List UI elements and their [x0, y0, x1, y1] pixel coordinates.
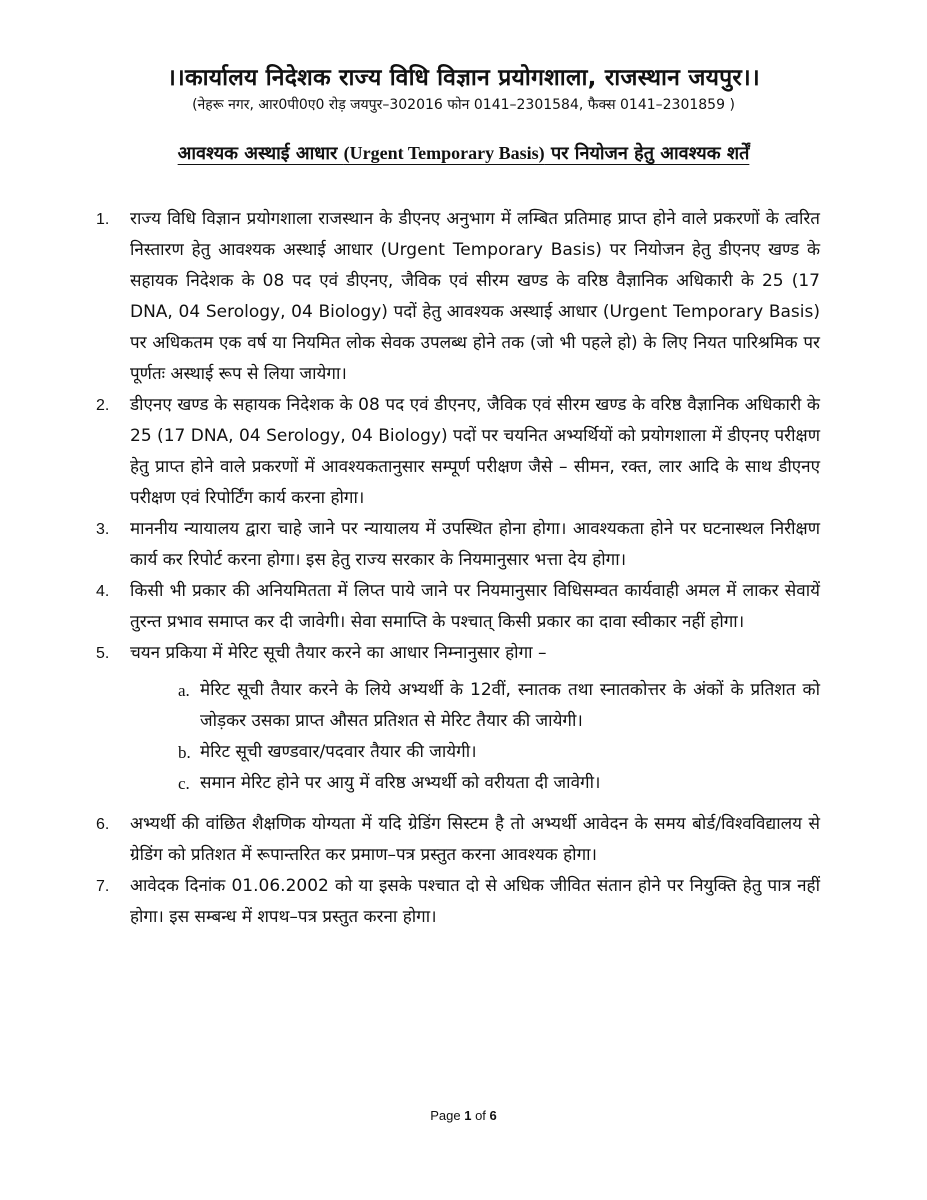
heading-prefix: आवश्यक अस्थाई आधार [177, 143, 344, 164]
office-address: (नेहरू नगर, आर0पी0ए0 रोड़ जयपुर–302016 फोन 0141–2301584, फैक्स 0141–2301859 ) [192, 97, 735, 113]
sub-item-text: समान मेरिट होने पर आयु में वरिष्ठ अभ्यर्थी को वरीयता दी जावेगी। [200, 773, 601, 793]
condition-item [96, 204, 820, 390]
total-pages-number: 6 [489, 1108, 497, 1123]
sub-item-text: मेरिट सूची खण्डवार/पदवार तैयार की जायेगी। [200, 742, 477, 762]
merit-sub-item [178, 768, 820, 799]
condition-text: माननीय न्यायालय द्वारा चाहे जाने पर न्यायालय में उपस्थित होना होगा। आवश्यकता होने पर घटनास्थल निरीक्षण कार्य कर रिपोर्ट करना होगा। इस हेतु राज्य सरकार के नियमानुसार भत्ता देय होगा। [130, 519, 820, 570]
sub-item-letter: b. [178, 743, 191, 762]
condition-text: राज्य विधि विज्ञान प्रयोगशाला राजस्थान के डीएनए अनुभाग में लम्बित प्रतिमाह प्राप्त होने वाले प्रकरणों के त्वरित निस्तारण हेतु आवश्यक अस्थाई आधार (Urgent Temporary Basis) पर नियोजन हेतु डीएनए खण्ड के सहायक निदेशक के 08 पद एवं डीएनए, जैविक एवं सीरम खण्ड के वरिष्ठ वैज्ञानिक अधिकारी के 25 (17 DNA, 04 Serology, 04 Biology) पदों हेतु आवश्यक अस्थाई आधार (Urgent Temporary Basis) पर अधिकतम एक वर्ष या नियमित लोक सेवक उपलब्ध होने तक (जो भी पहले हो) के लिए नियत पारिश्रमिक पर पूर्णतः अस्थाई रूप से लिया जायेगा। [130, 209, 821, 384]
sub-item-letter: c. [178, 774, 190, 793]
sub-item-text: मेरिट सूची तैयार करने के लिये अभ्यर्थी के 12वीं, स्नातक तथा स्नातकोत्तर के अंकों के प्रतिशत को जोड़कर उसका प्राप्त औसत प्रतिशत से मेरिट तैयार की जायेगी। [200, 680, 820, 731]
page-footer [0, 1108, 927, 1123]
condition-item [96, 871, 820, 933]
condition-number: 5. [96, 645, 110, 662]
page-word: Page [430, 1108, 461, 1123]
current-page-number: 1 [464, 1108, 472, 1123]
condition-item [96, 390, 820, 514]
condition-text: आवेदक दिनांक 01.06.2002 को या इसके पश्चात दो से अधिक जीवित संतान होने पर नियुक्ति हेतु पात्र नहीं होगा। इस सम्बन्ध में शपथ–पत्र प्रस्तुत करना होगा। [130, 876, 820, 927]
of-word: of [475, 1108, 486, 1123]
condition-text: किसी भी प्रकार की अनियमितता में लिप्त पाये जाने पर नियमानुसार विधिसम्वत कार्यवाही अमल में लाकर सेवायें तुरन्त प्रभाव समाप्त कर दी जावेगी। सेवा समाप्ति के पश्चात् किसी प्रकार का दावा स्वीकार नहीं होगा। [130, 581, 820, 632]
condition-item [96, 809, 820, 871]
condition-item [96, 576, 820, 638]
condition-item [96, 514, 820, 576]
condition-number: 1. [96, 211, 110, 228]
heading-text [178, 143, 750, 164]
heading-english: (Urgent Temporary Basis) [343, 143, 545, 163]
sub-item-letter: a. [178, 681, 190, 700]
condition-number: 7. [96, 878, 110, 895]
conditions-list [96, 204, 820, 933]
condition-text: अभ्यर्थी की वांछित शैक्षणिक योग्यता में यदि ग्रेडिंग सिस्टम है तो अभ्यर्थी आवेदन के समय बोर्ड/विश्वविद्यालय से ग्रेडिंग को प्रतिशत में रूपान्तरित कर प्रमाण–पत्र प्रस्तुत करना आवश्यक होगा। [130, 814, 820, 865]
condition-number: 6. [96, 816, 110, 833]
condition-text: डीएनए खण्ड के सहायक निदेशक के 08 पद एवं डीएनए, जैविक एवं सीरम खण्ड के वरिष्ठ वैज्ञानिक अधिकारी के 25 (17 DNA, 04 Serology, 04 Biology) पदों पर चयनित अभ्यर्थियों को प्रयोगशाला में डीएनए परीक्षण हेतु प्राप्त होने वाले प्रकरणों में आवश्यकतानुसार सम्पूर्ण परीक्षण जैसे – सीमन, रक्त, लार आदि के साथ डीएनए परीक्षण एवं रिपोर्टिंग कार्य करना होगा। [130, 395, 820, 508]
condition-text: चयन प्रकिया में मेरिट सूची तैयार करने का आधार निम्नानुसार होगा – [130, 643, 547, 663]
heading-suffix: पर नियोजन हेतु आवश्यक शर्तें [544, 143, 750, 164]
condition-item [96, 638, 820, 799]
merit-sub-item [178, 737, 820, 768]
merit-sub-list [130, 675, 820, 799]
condition-number: 2. [96, 397, 110, 414]
office-title: ।।कार्यालय निदेशक राज्य विधि विज्ञान प्रयोगशाला, राजस्थान जयपुर।। [167, 65, 760, 91]
merit-sub-item [178, 675, 820, 737]
condition-number: 3. [96, 521, 110, 538]
document-heading [0, 141, 927, 165]
condition-number: 4. [96, 583, 110, 600]
